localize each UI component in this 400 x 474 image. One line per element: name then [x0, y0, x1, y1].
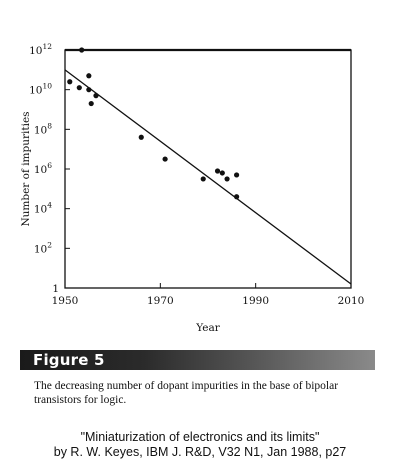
data-point — [79, 47, 84, 52]
data-point — [224, 176, 229, 181]
citation — [0, 430, 400, 460]
data-point — [67, 79, 72, 84]
figure-label: Figure 5 — [33, 351, 105, 369]
data-point — [215, 168, 220, 173]
y-tick-label: $10^{10}$ — [29, 81, 52, 97]
x-axis-title: Year — [196, 322, 220, 334]
y-axis-title: Number of impurities — [20, 111, 32, 227]
data-point — [86, 73, 91, 78]
x-tick-label: 1970 — [146, 295, 174, 307]
y-tick-label: $10^2$ — [33, 240, 52, 256]
data-point — [220, 170, 225, 175]
trend-line — [65, 70, 351, 284]
y-tick-label: $10^8$ — [33, 121, 52, 137]
y-tick-label: $10^4$ — [33, 200, 52, 216]
citation-title: "Miniaturization of electronics and its limits" — [80, 430, 320, 444]
x-tick-label: 2010 — [337, 295, 365, 307]
citation-author: by R. W. Keyes, IBM J. R&D, V32 N1, Jan 1988, p27 — [53, 445, 347, 459]
x-tick-label: 1950 — [51, 295, 79, 307]
data-point — [89, 101, 94, 106]
data-point — [234, 194, 239, 199]
data-point — [234, 172, 239, 177]
data-point — [163, 156, 168, 161]
x-tick-label: 1990 — [242, 295, 270, 307]
data-point — [93, 93, 98, 98]
y-tick-label: $10^6$ — [33, 161, 52, 176]
y-tick-label: $10^{12}$ — [29, 42, 52, 57]
figure-caption: The decreasing number of dopant impurities in the base of bipolar transistors for logic. — [34, 380, 339, 406]
y-tick-label: 1 — [52, 283, 59, 295]
data-point — [139, 135, 144, 140]
data-point — [77, 85, 82, 90]
data-point — [201, 176, 206, 181]
data-point — [86, 87, 91, 92]
